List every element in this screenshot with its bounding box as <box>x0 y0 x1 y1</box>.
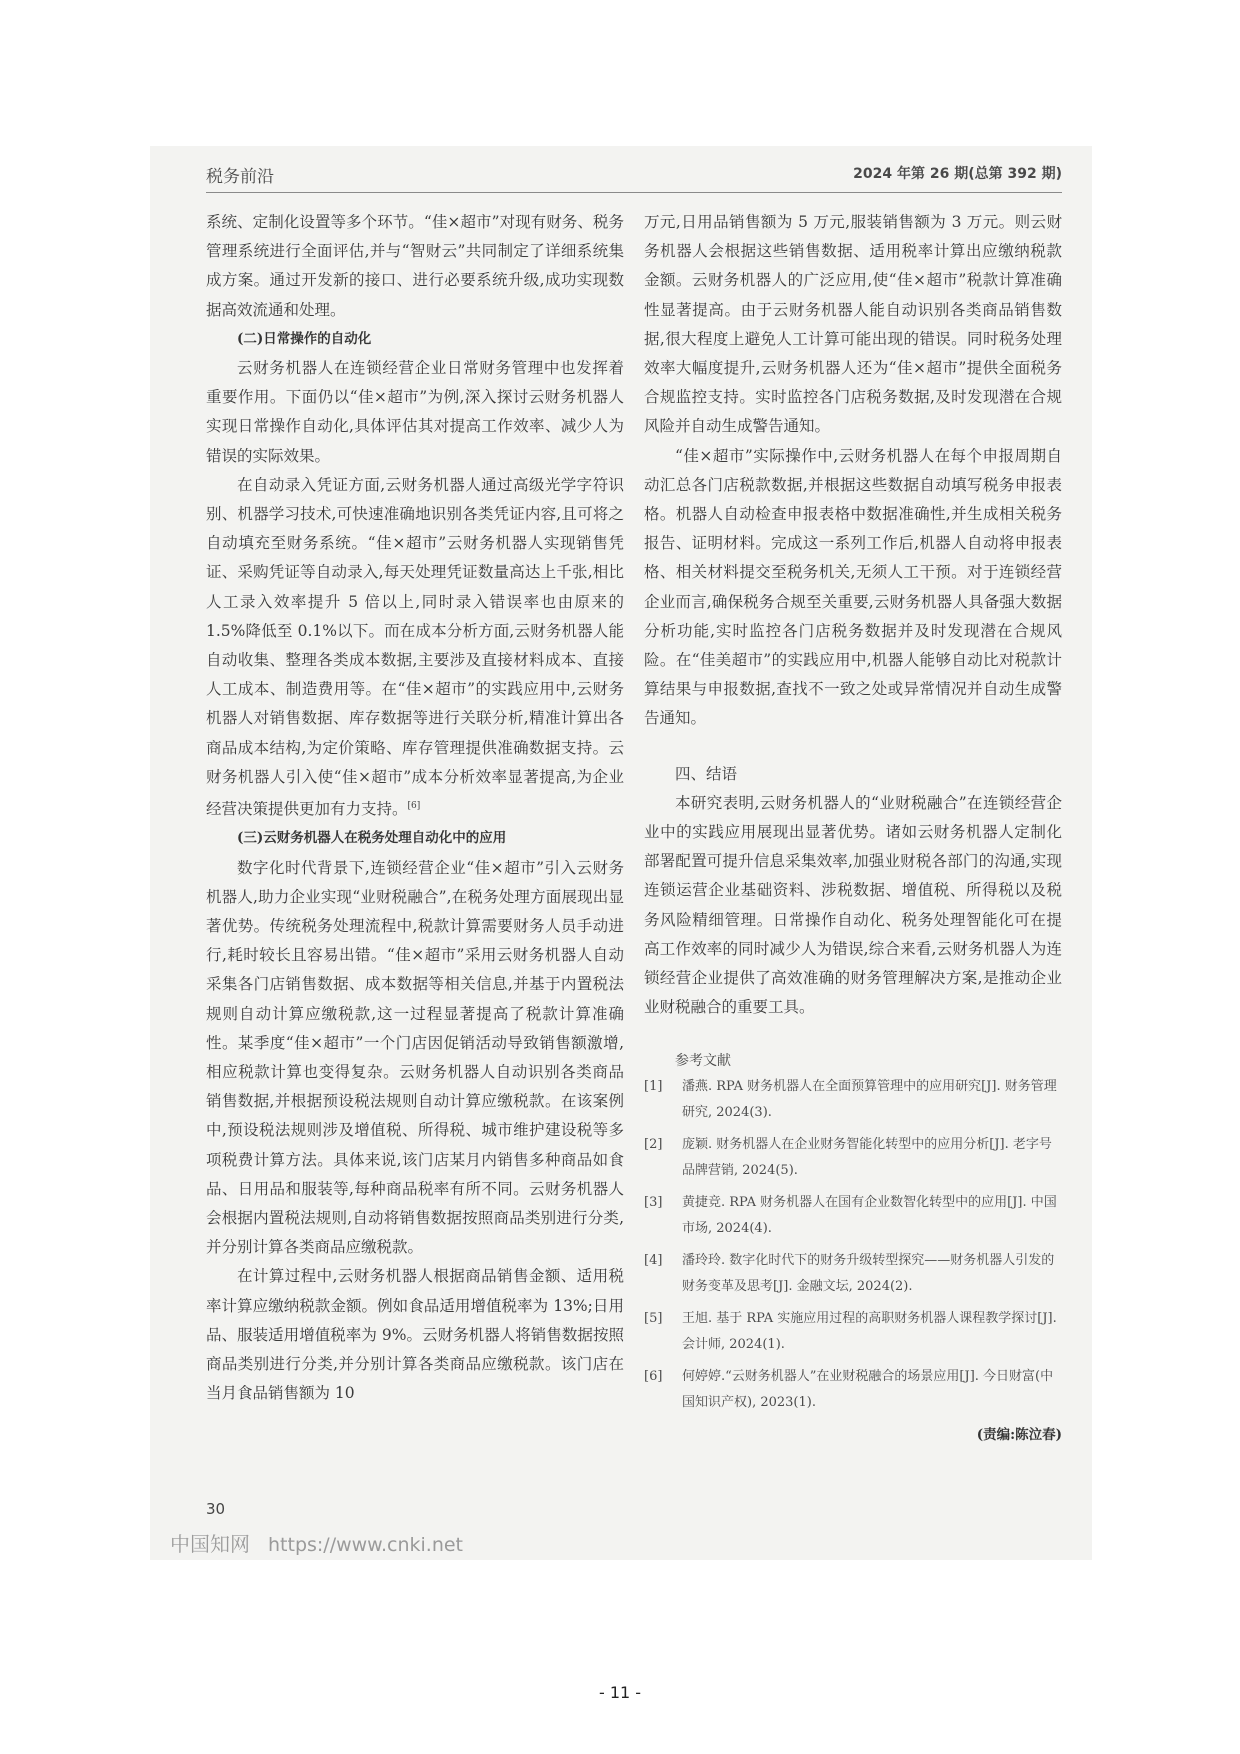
reference-item <box>644 1190 1062 1242</box>
paragraph: 云财务机器人在连锁经营企业日常财务管理中也发挥着重要作用。下面仍以“佳×超市”为例,深入探讨云财务机器人实现日常操作自动化,具体评估其对提高工作效率、减少人为错误的实际效果。 <box>206 359 624 465</box>
paragraph: 万元,日用品销售额为 5 万元,服装销售额为 3 万元。则云财务机器人会根据这些销售数据、适用税率计算出应缴纳税款金额。云财务机器人的广泛应用,使“佳×超市”税款计算准确性显著提高。由于云财务机器人能自动识别各类商品销售数据,很大程度上避免人工计算可能出现的错误。同时税务处理效率大幅度提升,云财务机器人还为“佳×超市”提供全面税务合规监控支持。实时监控各门店税务数据,及时发现潜在合规风险并自动生成警告通知。 <box>644 213 1062 436</box>
paragraph: 在计算过程中,云财务机器人根据商品销售金额、适用税率计算应缴纳税款金额。例如食品适用增值税率为 13%;日用品、服装适用增值税率为 9%。云财务机器人将销售数据按照商品类别进行分类,并分别计算各类商品应缴税款。该门店在当月食品销售额为 10 <box>206 1267 624 1403</box>
watermark-url: https://www.cnki.net <box>268 1534 464 1556</box>
reference-item <box>644 1306 1062 1358</box>
reference-text: 王旭. 基于 RPA 实施应用过程的高职财务机器人课程教学探讨[J]. 会计师, 2024(1). <box>682 1311 1057 1353</box>
reference-number: [4] <box>644 1253 663 1269</box>
paragraph: 系统、定制化设置等多个环节。“佳×超市”对现有财务、税务管理系统进行全面评估,并与“智财云”共同制定了详细系统集成方案。通过开发新的接口、进行必要系统升级,成功实现数据高效流通和处理。 <box>206 213 624 319</box>
watermark-brand: 中国知网 <box>170 1532 250 1556</box>
reference-text: 潘玲玲. 数字化时代下的财务升级转型探究——财务机器人引发的财务变革及思考[J]. 金融文坛, 2024(2). <box>682 1253 1055 1295</box>
reference-list <box>644 1074 1062 1416</box>
reference-text: 庞颖. 财务机器人在企业财务智能化转型中的应用分析[J]. 老字号品牌营销, 2024(5). <box>682 1137 1052 1179</box>
reference-number: [5] <box>644 1311 663 1327</box>
reference-text: 潘燕. RPA 财务机器人在全面预算管理中的应用研究[J]. 财务管理研究, 2024(3). <box>682 1079 1057 1121</box>
reference-number: [6] <box>644 1369 663 1385</box>
citation-marker: [6] <box>407 801 421 812</box>
section-heading: 四、结语 <box>675 764 738 783</box>
paragraph: 数字化时代背景下,连锁经营企业“佳×超市”引入云财务机器人,助力企业实现“业财税融合”,在税务处理方面展现出显著优势。传统税务处理流程中,税款计算需要财务人员手动进行,耗时较长且容易出错。“佳×超市”采用云财务机器人自动采集各门店销售数据、成本数据等相关信息,并基于内置税法规则自动计算应缴税款,这一过程显著提高了税款计算准确性。某季度“佳×超市”一个门店因促销活动导致销售额激增,相应税款计算也变得复杂。云财务机器人自动识别各类商品销售数据,并根据预设税法规则自动计算应缴税款。在该案例中,预设税法规则涉及增值税、所得税、城市维护建设税等多项税费计算方法。具体来说,该门店某月内销售多种商品如食品、日用品和服装等,每种商品税率有所不同。云财务机器人会根据内置税法规则,自动将销售数据按照商品类别进行分类,并分别计算各类商品应缴税款。 <box>206 858 624 1257</box>
editor-credit: (责编:陈泣春) <box>976 1427 1062 1444</box>
paragraph: “佳×超市”实际操作中,云财务机器人在每个申报周期自动汇总各门店税款数据,并根据这些数据自动填写税务申报表格。机器人自动检查申报表格中数据准确性,并生成相关税务报告、证明材料。完成这一系列工作后,机器人自动将申报表格、相关材料提交至税务机关,无须人工干预。对于连锁经营企业而言,确保税务合规至关重要,云财务机器人具备强大数据分析功能,实时监控各门店税务数据并及时发现潜在合规风险。在“佳美超市”的实践应用中,机器人能够自动比对税款计算结果与申报数据,查找不一致之处或异常情况并自动生成警告通知。 <box>644 446 1062 728</box>
paragraph: 本研究表明,云财务机器人的“业财税融合”在连锁经营企业中的实践应用展现出显著优势。诸如云财务机器人定制化部署配置可提升信息采集效率,加强业财税各部门的沟通,实现连锁运营企业基础资料、涉税数据、增值税、所得税以及税务风险精细管理。日常操作自动化、税务处理智能化可在提高工作效率的同时减少人为错误,综合来看,云财务机器人为连锁经营企业提供了高效准确的财务管理解决方案,是推动企业业财税融合的重要工具。 <box>644 793 1062 1017</box>
reference-item <box>644 1132 1062 1184</box>
references-title: 参考文献 <box>675 1053 731 1070</box>
left-column <box>206 208 624 1408</box>
reference-number: [3] <box>644 1195 663 1211</box>
subsection-heading: (二)日常操作的自动化 <box>237 330 372 347</box>
footer-page-label: - 11 - <box>598 1683 642 1702</box>
subsection-heading: (三)云财务机器人在税务处理自动化中的应用 <box>237 830 507 847</box>
reference-item <box>644 1364 1062 1416</box>
paragraph <box>206 471 624 825</box>
journal-title: 税务前沿 <box>206 167 274 187</box>
reference-number: [2] <box>644 1137 663 1153</box>
issue-info: 2024 年第 26 期(总第 392 期) <box>853 166 1062 182</box>
reference-text: 何婷婷.“云财务机器人”在业财税融合的场景应用[J]. 今日财富(中国知识产权), 2023(1). <box>682 1369 1054 1411</box>
reference-text: 黄捷竞. RPA 财务机器人在国有企业数智化转型中的应用[J]. 中国市场, 2024(4). <box>682 1195 1057 1237</box>
reference-number: [1] <box>644 1079 663 1095</box>
reference-item <box>644 1248 1062 1300</box>
page-header <box>206 160 1062 193</box>
paragraph-text: 在自动录入凭证方面,云财务机器人通过高级光学字符识别、机器学习技术,可快速准确地识别各类凭证内容,且可将之自动填充至财务系统。“佳×超市”云财务机器人实现销售凭证、采购凭证等自动录入,每天处理凭证数量高达上千张,相比人工录入效率提升 5 倍以上,同时录入错误率也由原来的 1.5%降低至 0.1%以下。而在成本分析方面,云财务机器人能自动收集、整理各类成本数据,主要涉及直接材料成本、直接人工成本、制造费用等。在“佳×超市”的实践应用中,云财务机器人对销售数据、库存数据等进行关联分析,精准计算出各商品成本结构,为定价策略、库存管理提供准确数据支持。云财务机器人引入使“佳×超市”成本分析效率显著提高,为企业经营决策提供更加有力支持。 <box>206 475 624 819</box>
right-column <box>644 208 1062 1448</box>
reference-item <box>644 1074 1062 1126</box>
cnki-watermark <box>170 1528 463 1557</box>
page-number: 30 <box>206 1500 226 1518</box>
